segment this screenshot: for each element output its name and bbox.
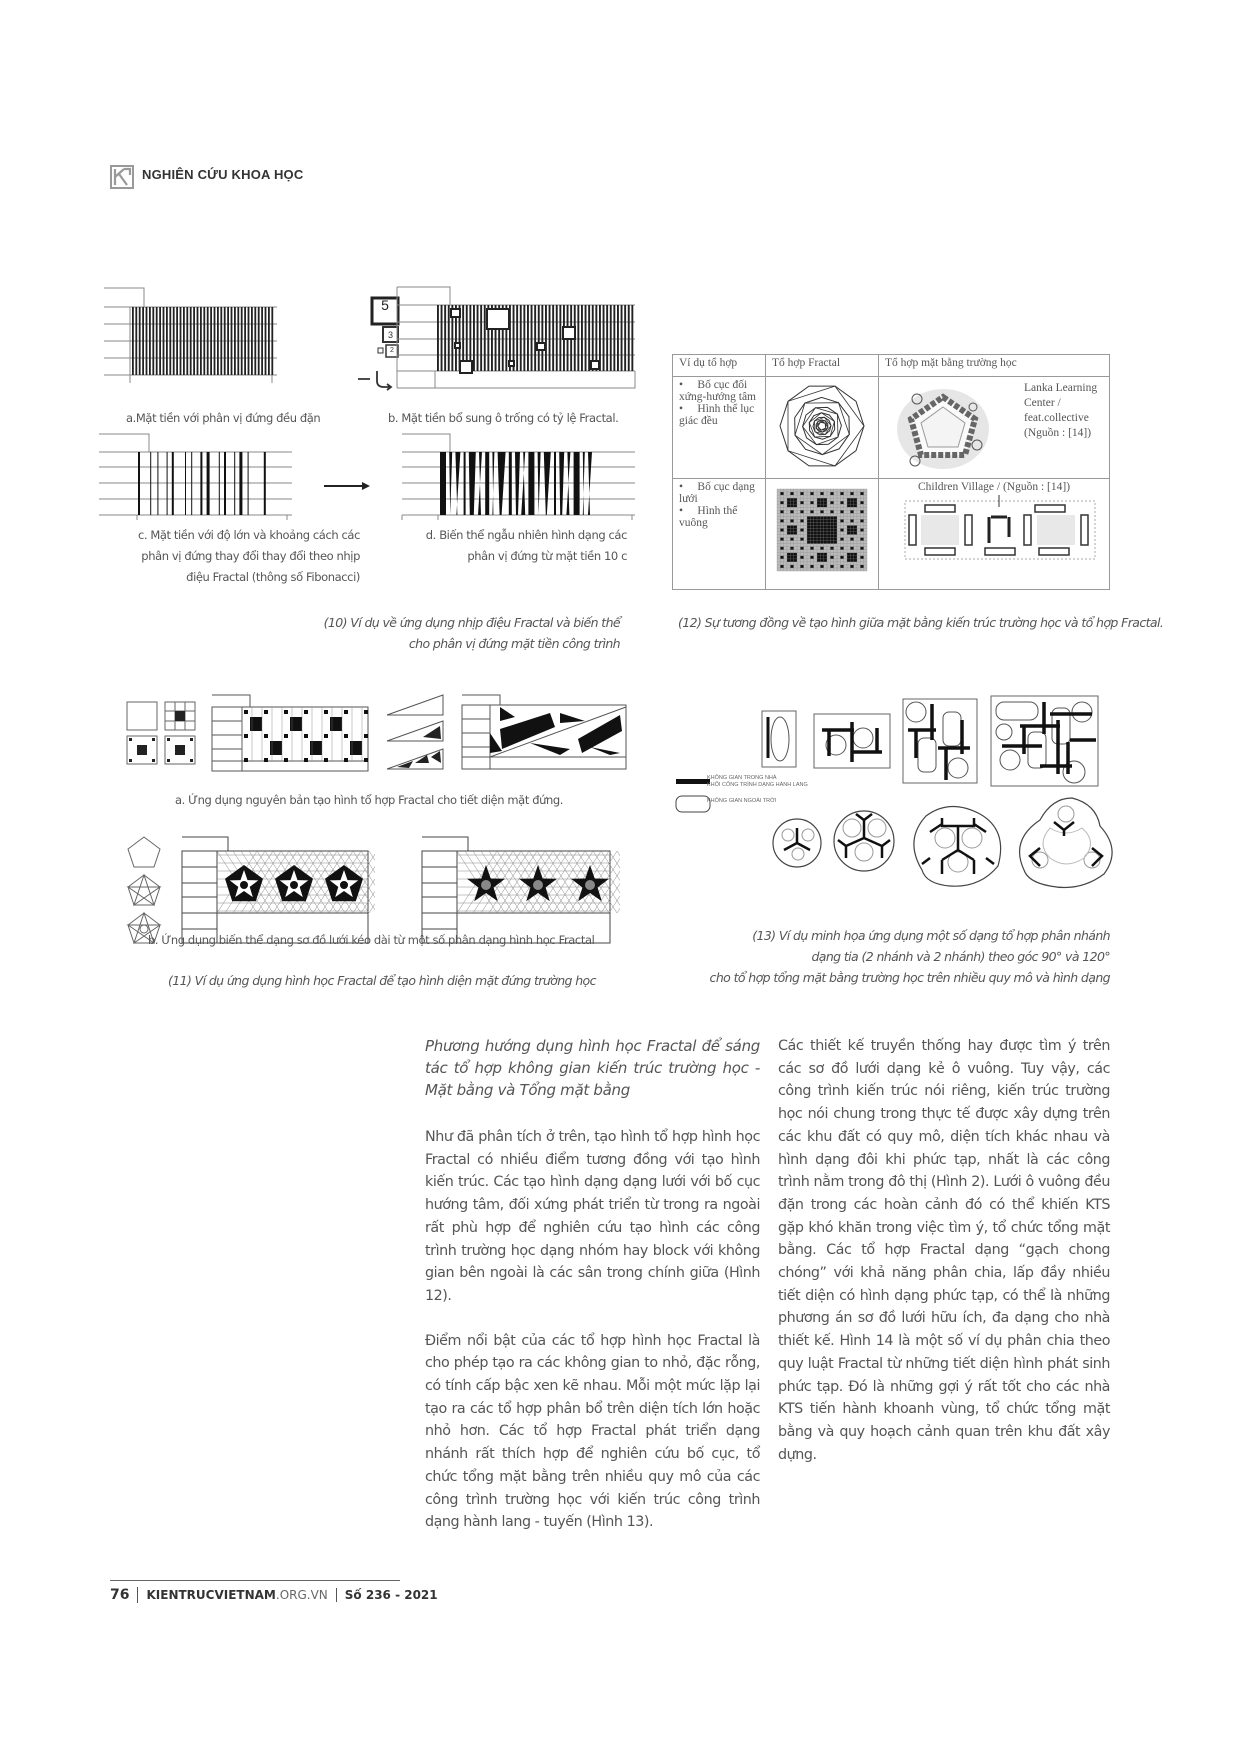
page-number: 76	[110, 1587, 138, 1603]
section-title: NGHIÊN CỨU KHOA HỌC	[142, 167, 304, 182]
paragraph: Điểm nổi bật của các tổ hợp hình học Fractal là cho phép tạo ra các không gian to nhỏ, đặc rỗng, có tính cấp bậc xen kẽ nhau. Mỗi một mức lặp lại tạo ra các tổ hợp phân bổ trên diện tích lớn hoặc nhỏ hơn. Các tổ hợp Fractal phát triển dạng nhánh rất thích hợp để nghiên cứu bố cục, tổ chức tổng mặt bằng trên nhiều quy mô của các công trình trường học với kiến trúc công trình dạng hành lang - tuyến (Hình 13).	[425, 1332, 760, 1531]
nested-decagon-fractal-image	[777, 381, 867, 471]
figure-10-facade-b	[395, 283, 645, 393]
plan-label-line: Center /	[1024, 397, 1061, 409]
article-subheading: Phương hướng dụng hình học Fractal để sáng tác tổ hợp không gian kiến trúc trường học - Mặt bằng và Tổng mặt bằng	[425, 1037, 760, 1099]
arrow-right-icon	[322, 481, 372, 491]
figure-11a-triangles-steps	[385, 693, 445, 775]
table-cell-fractal	[766, 377, 879, 479]
fig10-label-d-line: phân vị đứng từ mặt tiền 10 c	[467, 549, 627, 563]
figure-12-table	[672, 354, 1110, 590]
site-name-tld: .ORG.VN	[275, 1588, 328, 1602]
legend-indoor-label	[707, 775, 808, 789]
figure-11a-fractal-steps	[125, 700, 197, 766]
caption-line: (13) Ví dụ minh họa ứng dụng một số dạng tổ hợp phân nhánh	[752, 928, 1110, 943]
figure-11a-facade-squares	[210, 693, 370, 773]
table-row	[673, 377, 1110, 479]
table-header: Ví dụ tổ hợp	[673, 355, 766, 377]
fig10-label-c-line: phân vị đứng thay đổi thay đổi theo nhịp	[141, 549, 360, 563]
table-cell-bullets	[673, 479, 766, 590]
legend-line: KHÔNG GIAN TRONG NHÀ	[707, 775, 777, 781]
fig10-label-c-line: điệu Fractal (thông số Fibonacci)	[186, 570, 360, 584]
article-column-1	[425, 1126, 760, 1556]
legend-line: KHỐI CÔNG TRÌNH DẠNG HÀNH LANG	[707, 782, 808, 788]
figure-13-caption	[640, 925, 1110, 988]
fig10-label-a: a.Mặt tiền với phân vị đứng đều đặn	[126, 411, 321, 425]
figure-10-caption	[280, 612, 620, 654]
lanka-learning-center-plan-image	[893, 383, 993, 473]
children-village-plan-image	[899, 493, 1099, 565]
caption-line: dạng tia (2 nhánh và 2 nhánh) theo góc 90° và 120°	[811, 949, 1110, 964]
figure-11b-facade-pentagons	[180, 835, 375, 945]
figure-11b-facade-stars	[420, 835, 620, 945]
sierpinski-carpet-image	[775, 487, 869, 573]
scale-box-2: 2	[390, 347, 394, 354]
fig10-label-c	[130, 525, 360, 588]
fig10-label-d-line: d. Biến thể ngẫu nhiên hình dạng các	[425, 528, 627, 542]
page-footer	[110, 1587, 438, 1603]
table-header: Tổ hợp Fractal	[766, 355, 879, 377]
lanka-label	[1024, 381, 1097, 441]
fig10-label-d	[405, 525, 627, 567]
fig11-label-a: a. Ứng dụng nguyên bản tạo hình tổ hợp Fractal cho tiết diện mặt đứng.	[175, 793, 564, 807]
scale-box-3: 3	[387, 330, 393, 340]
issue-number: Số 236 - 2021	[344, 1588, 438, 1602]
bullet-item: • Bố cục dạng lưới	[679, 481, 755, 505]
site-name-bold: KIENTRUCVIETNAM	[146, 1588, 276, 1602]
bullet-item: • Hình thể vuông	[679, 505, 738, 529]
table-cell-plan	[879, 479, 1110, 590]
figure-13-branching-diagrams	[660, 680, 1120, 900]
plan-label-line: Lanka Learning	[1024, 382, 1098, 394]
figure-11b-pentagon-steps	[126, 835, 162, 945]
table-header: Tổ hợp mặt bằng trường học	[879, 355, 1110, 377]
figure-12-caption: (12) Sự tương đồng về tạo hình giữa mặt bằng kiến trúc trường học và tổ hợp Fractal.	[678, 615, 1164, 630]
table-row	[673, 479, 1110, 590]
plan-label-line: (Nguồn : [14])	[1024, 427, 1092, 439]
bullet-item: • Bố cục đối xứng-hướng tâm	[679, 379, 756, 403]
children-village-label: Children Village / (Nguồn : [14])	[917, 481, 1071, 493]
paragraph: Các thiết kế truyền thống hay được tìm ý trên các sơ đồ lưới dạng kẻ ô vuông. Tuy vậy, các công trình kiến trúc nói riêng, kiến trúc trường học nói chung trong thực tế được xây dựng trên các khu đất có quy mô, diện tích khác nhau và hình dạng đôi khi phức tạp, nhất là các công trình nằm trong đô thị (Hình 2). Lưới ô vuông đều đặn trong các hoàn cảnh đó có thể khiến KTS gặp khó khăn trong việc tìm ý, tổ chức tổng mặt bằng. Các tổ hợp Fractal dạng “gạch chong chóng” với khả năng phân chia, lấp đầy nhiều tiết diện có hình dạng phức tạp, có thể là những phương án sơ đồ lưới hữu ích, đa dạng cho nhà thiết kế. Hình 14 là một số ví dụ phân chia theo quy luật Fractal từ những tiết diện hình phát sinh phức tạp. Đó là những gợi ý rất tốt cho các nhà KTS tiến hành khoanh vùng, tổ chức tổng mặt bằng và quy hoạch cảnh quan trên khu đất xây dựng.	[778, 1038, 1110, 1463]
scale-box-5: 5	[381, 297, 389, 313]
plan-label-line: feat.collective	[1024, 412, 1089, 424]
paragraph: Như đã phân tích ở trên, tạo hình tổ hợp hình học Fractal có nhiều điểm tương đồng với tạo hình kiến trúc. Các tạo hình dạng dạng lưới với bố cục hướng tâm, đối xứng phát triển từ trong ra ngoài rất phù hợp để nghiên cứu tạo hình các công trình trường học dạng nhóm hay block với không gian bên ngoài là các sân trong chính giữa (Hình 12).	[425, 1129, 760, 1304]
footer-rule	[110, 1580, 400, 1581]
caption-line: cho phân vị đứng mặt tiền công trình	[408, 636, 620, 651]
fig10-label-c-line: c. Mặt tiền với độ lớn và khoảng cách các	[137, 528, 360, 542]
figure-11a-facade-triangles	[460, 693, 630, 771]
article-column-2	[778, 1035, 1110, 1488]
figure-11-caption: (11) Ví dụ ứng dụng hình học Fractal để tạo hình diện mặt đứng trường học	[168, 973, 596, 988]
figure-10-facade-d	[400, 430, 640, 520]
legend-outdoor-label: KHÔNG GIAN NGOÀI TRỜI	[707, 798, 777, 804]
kt-logo-icon	[110, 165, 134, 189]
table-cell-fractal	[766, 479, 879, 590]
table-cell-bullets	[673, 377, 766, 479]
table-cell-plan	[879, 377, 1110, 479]
fig10-label-b: b. Mặt tiền bổ sung ô trống có tỷ lệ Fractal.	[388, 411, 619, 425]
site-name	[138, 1588, 336, 1602]
figure-10-facade-c	[97, 430, 297, 520]
caption-line: cho tổ hợp tổng mặt bằng trường học trên nhiều quy mô và hình dạng	[709, 970, 1110, 985]
bullet-item: • Hình thể lục giác đều	[679, 403, 755, 427]
caption-line: (10) Ví dụ về ứng dụng nhịp điệu Fractal và biến thể	[323, 615, 620, 630]
fig11-label-b: b. Ứng dụng biến thể dạng sơ đồ lưới kéo dài từ một số phân dạng hình học Fractal	[148, 933, 595, 947]
figure-10-facade-a	[102, 283, 302, 383]
